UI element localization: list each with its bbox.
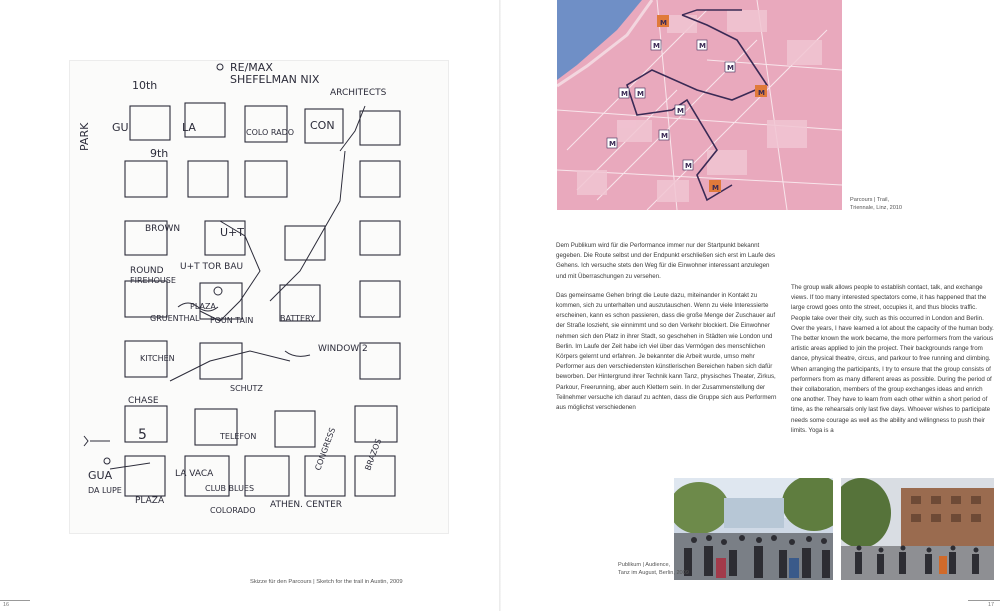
sketch-label-plaza: PLAZA xyxy=(190,302,216,311)
audience-photo-2 xyxy=(841,478,994,580)
sketch-label-brazos: BRAZOS xyxy=(363,437,384,472)
map-marker-7: M xyxy=(637,90,644,98)
sketch-label-fountain: FOUN TAIN xyxy=(210,316,254,325)
photo-caption-line2: Tanz im August, Berlin, 2009 xyxy=(618,569,689,576)
sketch-label-ut: U+T xyxy=(220,226,244,239)
sketch-label-remax: RE/MAX xyxy=(230,61,273,74)
sketch-label-five: 5 xyxy=(138,427,147,443)
sketch-label-battery: BATTERY xyxy=(280,314,315,323)
map-caption-line1: Parcours | Trail, xyxy=(850,197,890,203)
sketch-label-round: ROUND xyxy=(130,266,164,276)
sketch-label-la: LA xyxy=(182,121,196,134)
map-caption-line2: Triennale, Linz, 2010 xyxy=(850,204,903,211)
sketch-label-athena: ATHEN. CENTER xyxy=(270,500,343,510)
sketch-label-chase: CHASE xyxy=(128,396,159,406)
sketch-caption: Skizze für den Parcours | Sketch for the trail in Austin, 2009 xyxy=(250,579,403,585)
sketch-label-dalupe: DA LUPE xyxy=(88,486,122,495)
sketch-label-9th: 9th xyxy=(150,147,169,160)
map-marker-4: M xyxy=(653,42,660,50)
map-marker-10: M xyxy=(685,162,692,170)
map-marker-8: M xyxy=(677,107,684,115)
map-marker-6: M xyxy=(621,90,628,98)
trail-map-drawing xyxy=(557,0,842,210)
audience-photo-2-image xyxy=(841,478,994,580)
right-page-rule xyxy=(968,600,1000,601)
sketch-label-telefon: TELEFON xyxy=(220,432,257,441)
sketch-label-architects: ARCHITECTS xyxy=(330,88,387,98)
audience-photo-1-image xyxy=(674,478,833,580)
sketch-label-10th: 10th xyxy=(132,79,158,92)
sketch-label-plaza-la: PLAZA xyxy=(135,496,165,506)
sketch-label-firehouse: FIREHOUSE xyxy=(130,276,176,285)
page-number-right: 17 xyxy=(988,602,995,608)
sketch-label-gua: GUA xyxy=(88,469,113,482)
sketch-label-schutz: SCHUTZ xyxy=(230,384,263,393)
map-marker-9: M xyxy=(609,140,616,148)
sketch-label-kitchen: KITCHEN xyxy=(140,354,175,363)
left-page-rule xyxy=(0,600,30,601)
sketch-label-brown: BROWN xyxy=(145,224,181,234)
sketch-label-congress: CONGRESS xyxy=(313,426,338,472)
sketch-label-colorado: COLO RADO xyxy=(246,128,295,137)
german-text-column xyxy=(556,241,780,422)
map-marker-2: M xyxy=(758,89,765,97)
page-number-left: 16 xyxy=(3,602,10,608)
book-gutter xyxy=(499,0,501,611)
sketch-label-window: WINDOW 2 xyxy=(318,344,368,354)
photo-caption-line1: Publikum | Audience, xyxy=(618,562,671,568)
map-marker-11: M xyxy=(661,132,668,140)
sketch-label-ut-bau: U+T TOR BAU xyxy=(180,262,244,272)
trail-sketch-drawing xyxy=(70,61,448,533)
photo-caption xyxy=(618,562,689,577)
sketch-label-la-vaca: LA VACA xyxy=(175,469,214,479)
english-paragraph: The group walk allows people to establish contact, talk, and exchange views. If too many interested spectators come, it has happened that the large crowd goes onto the street, occupies it, and thus blocks traffic. People take over their city, such as this occurred in London and Berlin. Over the years, I have learned a lot about the capacity of the human body. The better known the work became, the more performers from the various artistic areas applied to join the project. Their backgrounds range from dance, physical theatre, circus, and parkour to free running and climbing. When arranging the participants, I try to ensure that the group consists of performers from as many different areas as possible. During the period of their collaboration, members of the group exchanges ideas and enrich one another. They have to learn from each other within a short period of time, as the rehearsals only last five days. Whoever wishes to participate needs some courage as well as the ability and willingness to push their limits. Yoga is a xyxy=(791,284,994,434)
german-paragraph-1: Dem Publikum wird für die Performance immer nur der Startpunkt bekannt gegeben. Die Route selbst und der Endpunkt erschließen sich erst im Laufe des Gehens. Ich versuche stets den Weg für die Einwohner interessant anzulegen und mit Überraschungen zu versehen. xyxy=(556,242,776,280)
sketch-label-parque: PARK xyxy=(78,122,91,151)
sketch-label-con: CON xyxy=(310,119,335,132)
map-marker-1: M xyxy=(660,19,667,27)
map-marker-3: M xyxy=(712,184,719,192)
map-marker-5: M xyxy=(727,64,734,72)
english-text-column xyxy=(791,283,994,445)
german-paragraph-2: Das gemeinsame Gehen bringt die Leute dazu, miteinander in Kontakt zu kommen, sich zu unterhalten und auszutauschen. Wenn zu viele Interessierte erscheinen, kann es schon passieren, dass die große Menge der Zuschauer auf der Straße loszieht, sie einnimmt und so den Verkehr blockiert. Die Einwohner nehmen sich den Platz in ihrer Stadt, so geschehen in Städten wie London und Berlin. Im Laufe der Zeit habe ich viel über das Vermögen des menschlichen Körpers gelernt und erfahren. Je bekannter die Arbeit wurde, umso mehr Performer aus den verschiedensten künstlerischen Bereichen haben sich dafür beworben. Der Hintergrund ihrer Technik kann Tanz, physisches Theater, Zirkus, Parkour, Freerunning, aber auch Klettern sein. In der Zusammenstellung der Teilnehmer versuche ich darauf zu achten, dass die Gruppe sich aus Performern aus möglichst verschiedenen xyxy=(556,291,777,412)
trail-sketch xyxy=(70,61,448,533)
sketch-label-colorado-low: COLORADO xyxy=(210,506,256,515)
audience-photo-1 xyxy=(674,478,833,580)
sketch-label-shefelman: SHEFELMAN NIX xyxy=(230,73,320,86)
map-caption xyxy=(850,197,902,212)
sketch-label-gu: GU xyxy=(112,121,129,134)
sketch-label-gruenthal: GRUENTHAL xyxy=(150,314,200,323)
sketch-label-club-blues: CLUB BLUES xyxy=(205,484,255,493)
map-marker-12: M xyxy=(699,42,706,50)
trail-map xyxy=(557,0,842,210)
